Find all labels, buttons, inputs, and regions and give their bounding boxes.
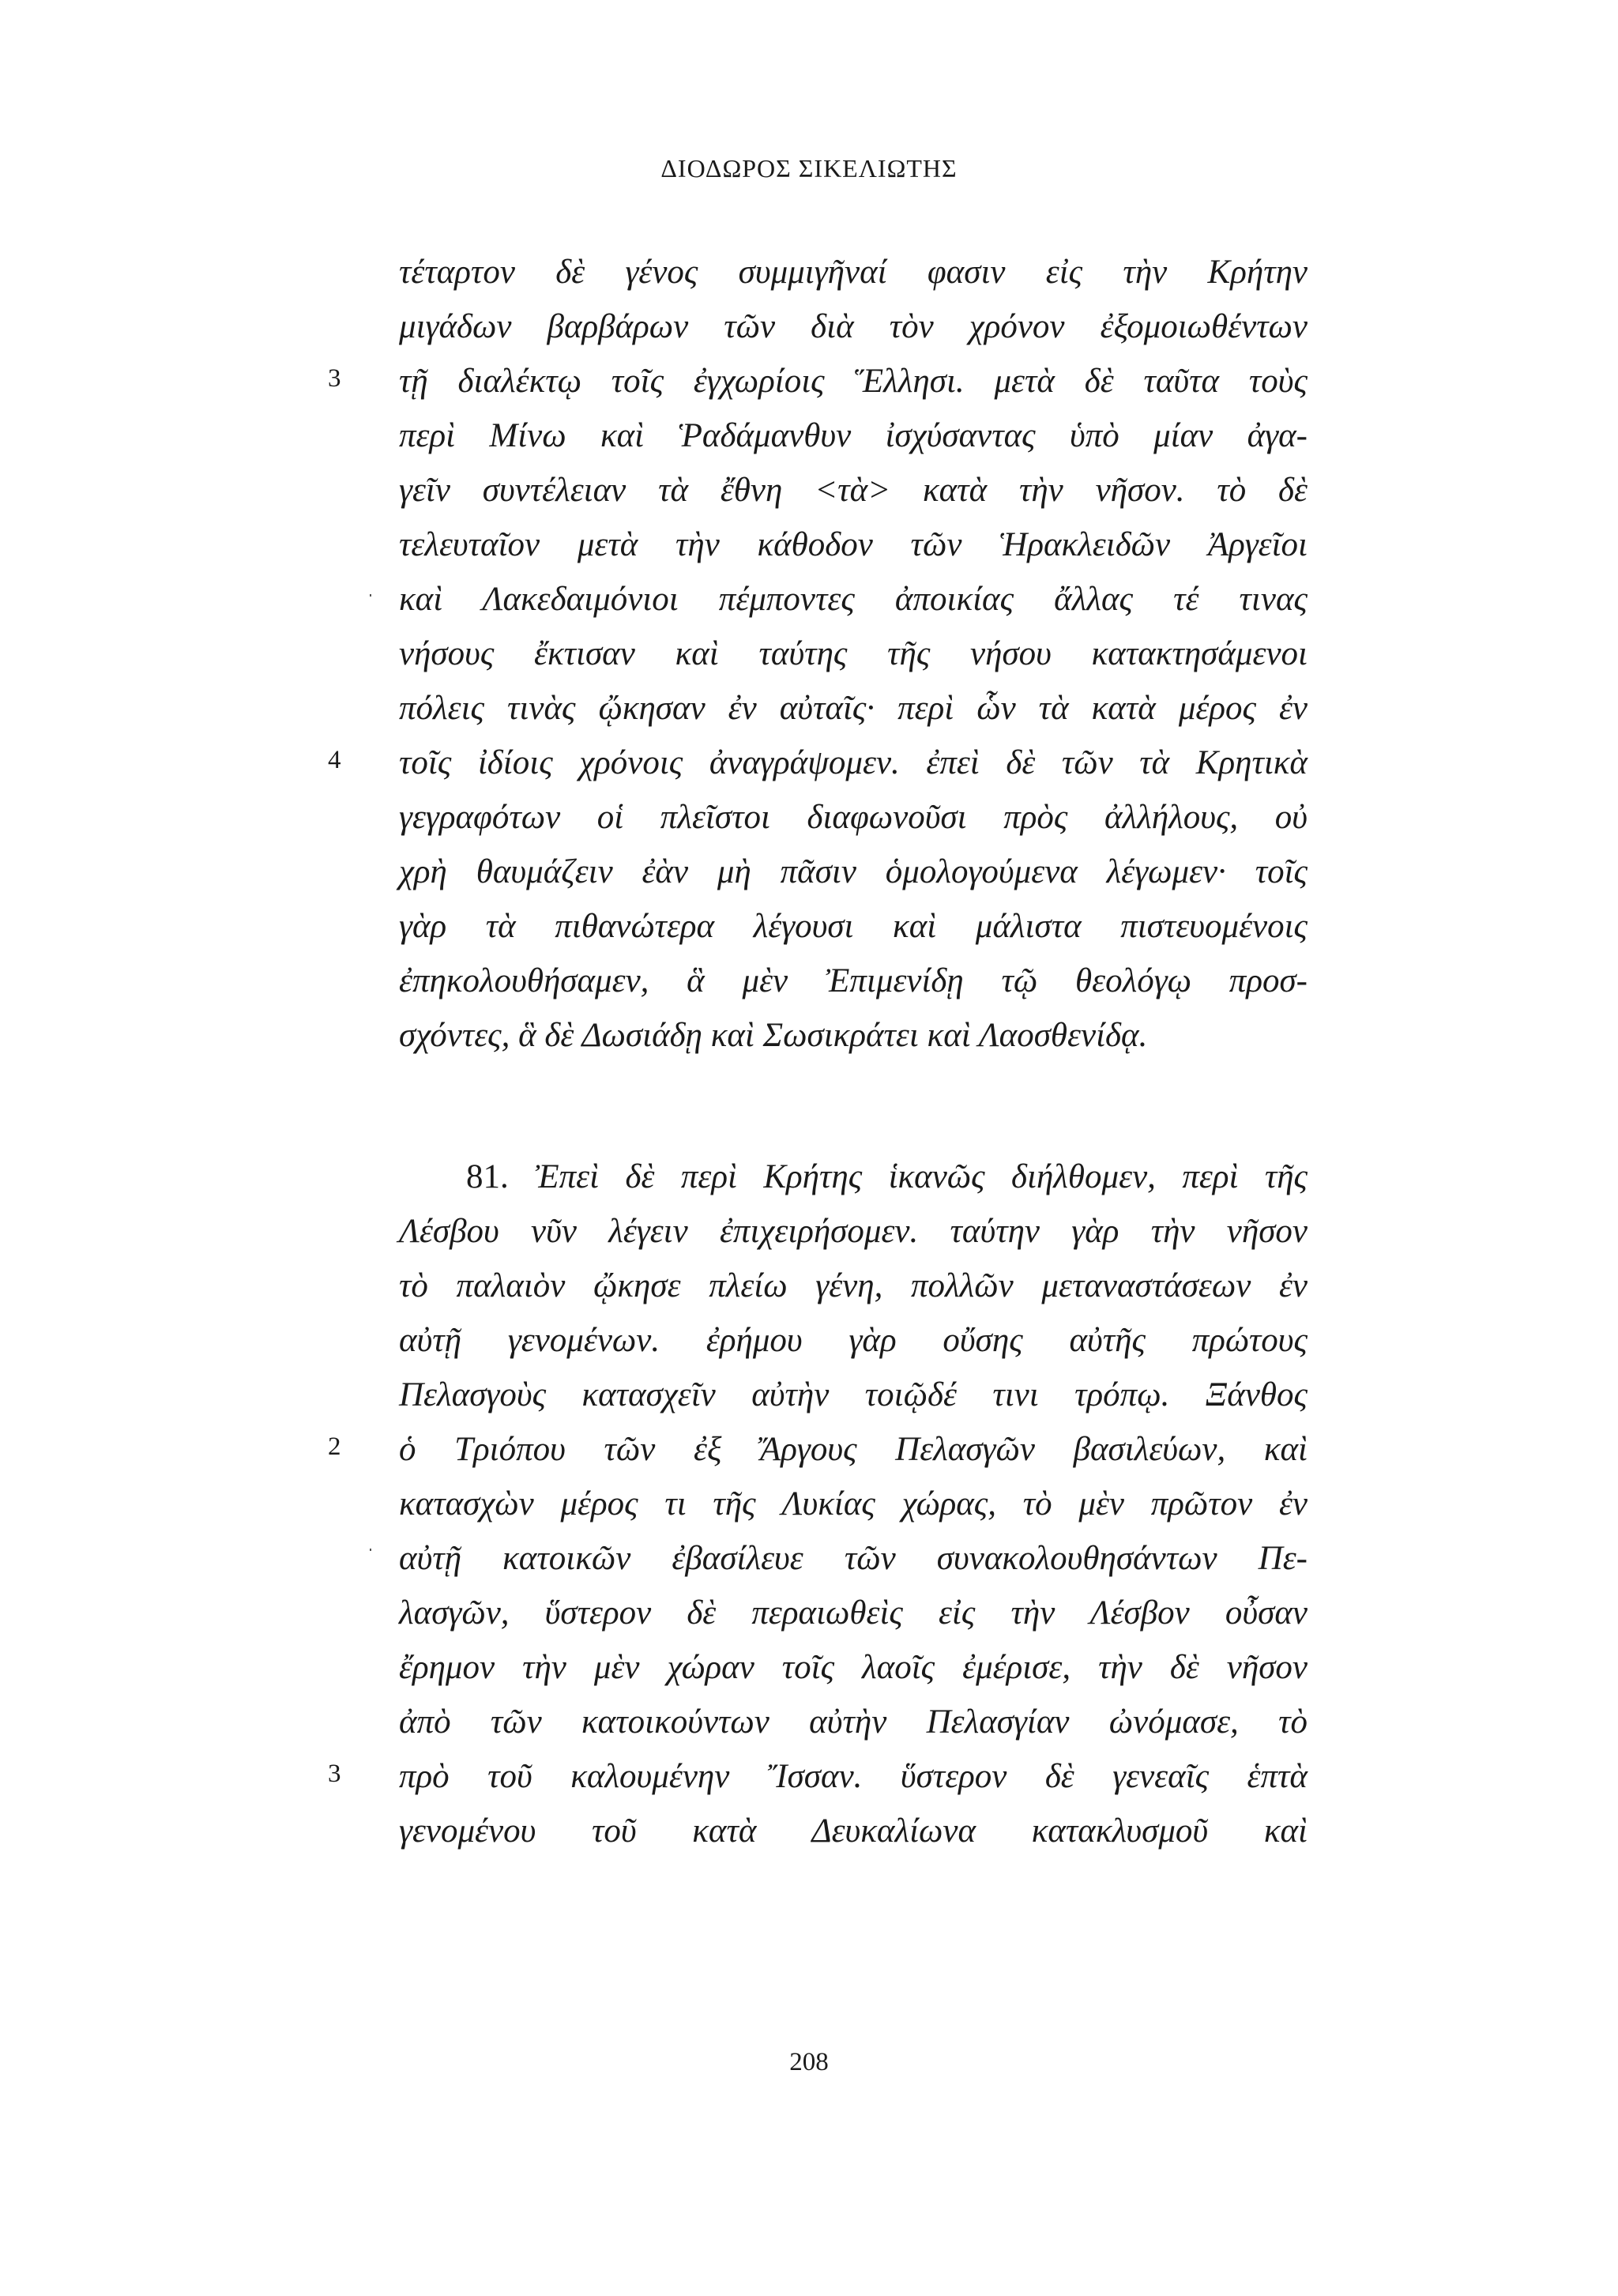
text-line: γεγραφότων οἱ πλεῖστοι διαφωνοῦσι πρὸς ἀλλήλους, οὐ [399,799,1308,836]
margin-mark [370,594,371,597]
text-line: γεῖν συντέλειαν τὰ ἔθνη <τὰ> κατὰ τὴν νῆσον. τὸ δὲ [399,472,1308,509]
text-line: αὐτῇ κατοικῶν ἐβασίλευε τῶν συνακολουθησάντων Πε- [399,1540,1308,1577]
page-number: 208 [789,2048,829,2076]
margin-section-number: 3 [328,1760,341,1788]
text-line: χρὴ θαυμάζειν ἐὰν μὴ πᾶσιν ὁμολογούμενα λέγωμεν· τοῖς [399,853,1308,890]
text-line: γενομένου τοῦ κατὰ Δευκαλίωνα κατακλυσμοῦ καὶ [399,1812,1308,1850]
text-line: Λέσβου νῦν λέγειν ἐπιχειρήσομεν. ταύτην γὰρ τὴν νῆσον [399,1213,1308,1250]
text-line: τέταρτον δὲ γένος συμμιγῆναί φασιν εἰς τὴν Κρήτην [399,254,1308,291]
text-line-first [466,1160,1308,1194]
text-line: ἔρημον τὴν μὲν χώραν τοῖς λαοῖς ἐμέρισε, τὴν δὲ νῆσον [399,1649,1308,1686]
text-line: τὸ παλαιὸν ᾤκησε πλείω γένη, πολλῶν μεταναστάσεων ἐν [399,1267,1308,1304]
text-line: περὶ Μίνω καὶ Ῥαδάμανθυν ἰσχύσαντας ὑπὸ μίαν ἀγα- [399,417,1308,454]
text-line: τοῖς ἰδίοις χρόνοις ἀναγράψομεν. ἐπεὶ δὲ τῶν τὰ Κρητικὰ [399,744,1308,781]
text-line: σχόντες, ἃ δὲ Δωσιάδῃ καὶ Σωσικράτει καὶ Λαοσθενίδᾳ. [399,1017,1148,1054]
text-line: τῇ διαλέκτῳ τοῖς ἐγχωρίοις Ἕλλησι. μετὰ δὲ ταῦτα τοὺς [399,363,1308,400]
text-line: ἐπηκολουθήσαμεν, ἃ μὲν Ἐπιμενίδῃ τῷ θεολόγῳ προσ- [399,962,1308,999]
text-line: τελευταῖον μετὰ τὴν κάθοδον τῶν Ἡρακλειδῶν Ἀργεῖοι [399,526,1308,563]
text-line: μιγάδων βαρβάρων τῶν διὰ τὸν χρόνον ἐξομοιωθέντων [399,308,1308,345]
margin-section-number: 2 [328,1432,341,1461]
text-line: αὐτῇ γενομένων. ἐρήμου γὰρ οὔσης αὐτῆς πρώτους [399,1322,1308,1359]
text-line: λασγῶν, ὕστερον δὲ περαιωθεὶς εἰς τὴν Λέσβον οὖσαν [399,1594,1308,1632]
margin-section-number: 3 [328,364,341,393]
running-head: ΔΙΟΔΩΡΟΣ ΣΙΚΕΛΙΩΤΗΣ [660,154,958,183]
text-line: πόλεις τινὰς ᾤκησαν ἐν αὐταῖς· περὶ ὧν τὰ κατὰ μέρος ἐν [399,690,1308,727]
section-number: 81. [466,1158,509,1195]
text-line: καὶ Λακεδαιμόνιοι πέμποντες ἀποικίας ἄλλας τέ τινας [399,581,1308,618]
text-line: νήσους ἔκτισαν καὶ ταύτης τῆς νήσου κατακτησάμενοι [399,635,1308,672]
margin-mark [370,1549,371,1551]
text-line-content: Ἐπεὶ δὲ περὶ Κρήτης ἱκανῶς διήλθομεν, περὶ τῆς [535,1158,1308,1195]
text-line: κατασχὼν μέρος τι τῆς Λυκίας χώρας, τὸ μὲν πρῶτον ἐν [399,1485,1308,1523]
text-line: Πελασγοὺς κατασχεῖν αὐτὴν τοιῷδέ τινι τρόπῳ. Ξάνθος [399,1376,1308,1413]
margin-section-number: 4 [328,746,341,774]
text-line: ὁ Τριόπου τῶν ἐξ Ἄργους Πελασγῶν βασιλεύων, καὶ [399,1431,1308,1468]
text-line: γὰρ τὰ πιθανώτερα λέγουσι καὶ μάλιστα πιστευομένοις [399,908,1308,945]
text-line: ἀπὸ τῶν κατοικούντων αὐτὴν Πελασγίαν ὠνόμασε, τὸ [399,1703,1308,1741]
text-line: πρὸ τοῦ καλουμένην Ἴσσαν. ὕστερον δὲ γενεαῖς ἑπτὰ [399,1758,1308,1795]
